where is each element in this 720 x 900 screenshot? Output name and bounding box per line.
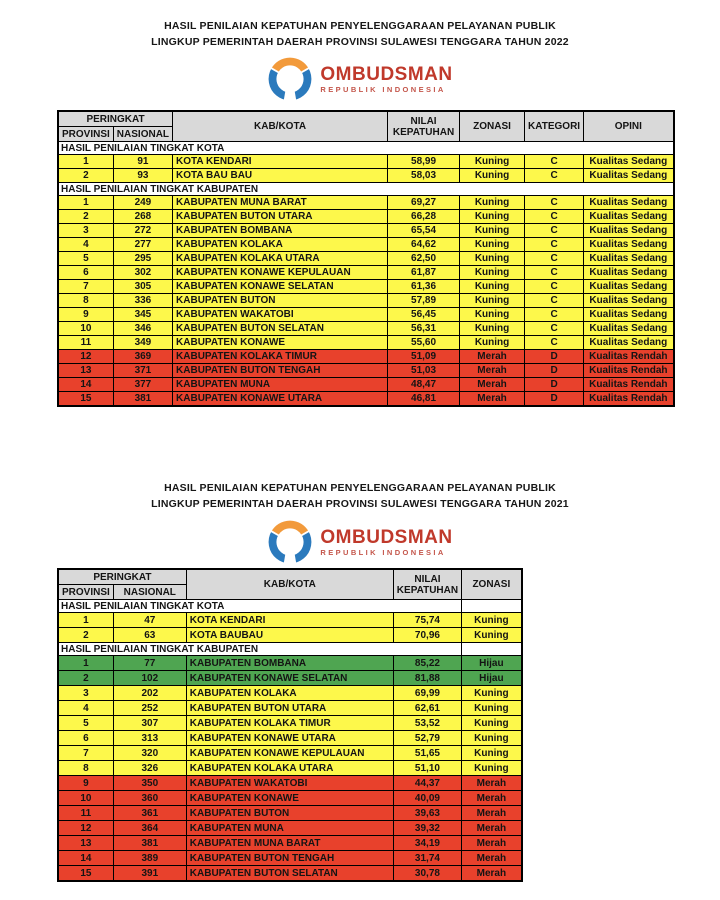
cell: Kuning: [462, 613, 522, 628]
cell-region-name: KABUPATEN MUNA BARAT: [186, 836, 393, 851]
cell: Kualitas Sedang: [584, 196, 674, 210]
group-spacer-cell: [462, 643, 522, 656]
cell: 1: [58, 656, 113, 671]
table-row: [58, 821, 522, 836]
col-header: NILAI KEPATUHAN: [393, 569, 461, 600]
cell: 69,99: [393, 686, 461, 701]
cell: 4: [58, 238, 113, 252]
cell: C: [525, 196, 584, 210]
cell: 3: [58, 686, 113, 701]
cell: Kualitas Sedang: [584, 210, 674, 224]
cell: 364: [113, 821, 186, 836]
cell: 6: [58, 731, 113, 746]
cell: 70,96: [393, 628, 461, 643]
col-header: NILAI KEPATUHAN: [388, 111, 460, 142]
cell: 15: [58, 392, 113, 407]
cell-region-name: KABUPATEN MUNA BARAT: [173, 196, 388, 210]
cell-region-name: KABUPATEN KOLAKA UTARA: [173, 252, 388, 266]
cell-region-name: KABUPATEN KONAWE: [173, 336, 388, 350]
logo-brand-text: OMBUDSMAN: [320, 63, 453, 85]
cell: D: [525, 392, 584, 407]
compliance-table-2021: [57, 568, 523, 882]
cell: 56,31: [388, 322, 460, 336]
col-subheader: NASIONAL: [113, 585, 186, 600]
col-header-peringkat: PERINGKAT: [58, 569, 186, 585]
cell: Kualitas Sedang: [584, 155, 674, 169]
group-header-row: [58, 600, 522, 613]
cell: Kualitas Sedang: [584, 322, 674, 336]
cell: 3: [58, 224, 113, 238]
cell: 63: [113, 628, 186, 643]
cell: Merah: [460, 350, 525, 364]
cell: 320: [113, 746, 186, 761]
cell: 58,99: [388, 155, 460, 169]
cell: C: [525, 266, 584, 280]
cell: 345: [113, 308, 172, 322]
table-row: [58, 731, 522, 746]
col-header: KAB/KOTA: [173, 111, 388, 142]
cell: 53,52: [393, 716, 461, 731]
cell: 381: [113, 392, 172, 407]
cell: C: [525, 336, 584, 350]
cell: 31,74: [393, 851, 461, 866]
cell: 47: [113, 613, 186, 628]
cell-region-name: KABUPATEN BUTON: [186, 806, 393, 821]
report-title-line1-2021: HASIL PENILAIAN KEPATUHAN PENYELENGGARAAN PELAYANAN PUBLIK: [164, 482, 556, 494]
table-row: [58, 322, 674, 336]
cell-region-name: KABUPATEN BUTON TENGAH: [186, 851, 393, 866]
cell: Merah: [462, 866, 522, 882]
cell: C: [525, 169, 584, 183]
cell: 305: [113, 280, 172, 294]
cell: 10: [58, 322, 113, 336]
table-row: [58, 196, 674, 210]
table-row: [58, 364, 674, 378]
cell-region-name: KABUPATEN KOLAKA: [186, 686, 393, 701]
table-row: [58, 671, 522, 686]
cell: 268: [113, 210, 172, 224]
cell: 369: [113, 350, 172, 364]
cell: 62,50: [388, 252, 460, 266]
table-row: [58, 336, 674, 350]
cell: 350: [113, 776, 186, 791]
table-row: [58, 866, 522, 882]
cell: Kualitas Sedang: [584, 336, 674, 350]
group-spacer-cell: [462, 600, 522, 613]
cell: Kuning: [460, 210, 525, 224]
cell: 61,87: [388, 266, 460, 280]
col-subheader: NASIONAL: [113, 127, 172, 142]
cell-region-name: KABUPATEN BUTON UTARA: [173, 210, 388, 224]
col-header: KATEGORI: [525, 111, 584, 142]
cell: 381: [113, 836, 186, 851]
cell: Kuning: [460, 169, 525, 183]
cell: C: [525, 252, 584, 266]
cell: 62,61: [393, 701, 461, 716]
cell: 15: [58, 866, 113, 882]
cell: Kuning: [460, 252, 525, 266]
cell: 51,10: [393, 761, 461, 776]
cell: 51,09: [388, 350, 460, 364]
cell: 44,37: [393, 776, 461, 791]
cell: Kuning: [462, 746, 522, 761]
cell: Merah: [460, 364, 525, 378]
report-title-line2-2022: LINGKUP PEMERINTAH DAERAH PROVINSI SULAWESI TENGGARA TAHUN 2022: [151, 36, 569, 48]
cell-region-name: KABUPATEN MUNA: [173, 378, 388, 392]
cell: 389: [113, 851, 186, 866]
cell: 69,27: [388, 196, 460, 210]
group-header-row: [58, 643, 522, 656]
cell-region-name: KABUPATEN BUTON SELATAN: [173, 322, 388, 336]
cell: Kualitas Sedang: [584, 252, 674, 266]
cell: Merah: [462, 821, 522, 836]
table-row: [58, 392, 674, 407]
cell: 65,54: [388, 224, 460, 238]
cell: 51,65: [393, 746, 461, 761]
cell-region-name: KABUPATEN KOLAKA: [173, 238, 388, 252]
table-row: [58, 266, 674, 280]
cell: 57,89: [388, 294, 460, 308]
cell: Kuning: [462, 731, 522, 746]
cell: 12: [58, 350, 113, 364]
table-row: [58, 791, 522, 806]
report-title-line2-2021: LINGKUP PEMERINTAH DAERAH PROVINSI SULAWESI TENGGARA TAHUN 2021: [151, 498, 569, 510]
cell: 93: [113, 169, 172, 183]
cell-region-name: KABUPATEN BUTON TENGAH: [173, 364, 388, 378]
cell: Merah: [462, 851, 522, 866]
cell: 46,81: [388, 392, 460, 407]
cell: Kuning: [460, 155, 525, 169]
cell: 58,03: [388, 169, 460, 183]
col-header: ZONASI: [462, 569, 522, 600]
cell: 91: [113, 155, 172, 169]
cell-region-name: KABUPATEN KONAWE SELATAN: [186, 671, 393, 686]
cell: 61,36: [388, 280, 460, 294]
cell: 51,03: [388, 364, 460, 378]
cell: 55,60: [388, 336, 460, 350]
cell: 2: [58, 628, 113, 643]
col-subheader: PROVINSI: [58, 585, 113, 600]
cell: 9: [58, 308, 113, 322]
table-row: [58, 280, 674, 294]
table-row: [58, 851, 522, 866]
cell: 39,32: [393, 821, 461, 836]
cell: 75,74: [393, 613, 461, 628]
cell-region-name: KABUPATEN KONAWE UTARA: [186, 731, 393, 746]
cell: Kuning: [460, 294, 525, 308]
cell: 295: [113, 252, 172, 266]
cell: 102: [113, 671, 186, 686]
table-row: [58, 776, 522, 791]
col-header: KAB/KOTA: [186, 569, 393, 600]
cell: Kuning: [462, 701, 522, 716]
cell: 10: [58, 791, 113, 806]
cell: 9: [58, 776, 113, 791]
group-label: HASIL PENILAIAN TINGKAT KOTA: [58, 142, 674, 155]
cell: Hijau: [462, 671, 522, 686]
cell: Merah: [462, 836, 522, 851]
cell-region-name: KOTA KENDARI: [186, 613, 393, 628]
table-row: [58, 238, 674, 252]
cell-region-name: KABUPATEN KOLAKA TIMUR: [173, 350, 388, 364]
table-row: [58, 716, 522, 731]
cell: 7: [58, 280, 113, 294]
col-header: OPINI: [584, 111, 674, 142]
cell: 30,78: [393, 866, 461, 882]
cell: 202: [113, 686, 186, 701]
cell: 14: [58, 378, 113, 392]
cell: Kualitas Rendah: [584, 364, 674, 378]
cell: Kualitas Sedang: [584, 308, 674, 322]
cell: Kuning: [462, 628, 522, 643]
cell-region-name: KABUPATEN KONAWE UTARA: [173, 392, 388, 407]
table-row: [58, 628, 522, 643]
cell: 307: [113, 716, 186, 731]
cell: 5: [58, 252, 113, 266]
logo-subtitle-text: REPUBLIK INDONESIA: [320, 84, 446, 94]
col-subheader: PROVINSI: [58, 127, 113, 142]
cell: Kuning: [460, 196, 525, 210]
cell: C: [525, 308, 584, 322]
cell: 77: [113, 656, 186, 671]
table-row: [58, 656, 522, 671]
table-row: [58, 806, 522, 821]
report-title-line1-2022: HASIL PENILAIAN KEPATUHAN PENYELENGGARAAN PELAYANAN PUBLIK: [164, 20, 556, 32]
cell: 64,62: [388, 238, 460, 252]
cell: C: [525, 238, 584, 252]
cell-region-name: KABUPATEN KONAWE: [186, 791, 393, 806]
cell: 277: [113, 238, 172, 252]
cell: C: [525, 322, 584, 336]
cell: 48,47: [388, 378, 460, 392]
cell: Kuning: [460, 280, 525, 294]
cell: 85,22: [393, 656, 461, 671]
cell-region-name: KABUPATEN BUTON: [173, 294, 388, 308]
cell: 2: [58, 210, 113, 224]
cell-region-name: KABUPATEN MUNA: [186, 821, 393, 836]
group-label: HASIL PENILAIAN TINGKAT KABUPATEN: [58, 183, 674, 196]
table-row: [58, 746, 522, 761]
cell: 14: [58, 851, 113, 866]
cell: 272: [113, 224, 172, 238]
col-header-peringkat: PERINGKAT: [58, 111, 173, 127]
cell-region-name: KABUPATEN WAKATOBI: [173, 308, 388, 322]
cell: 39,63: [393, 806, 461, 821]
cell: 4: [58, 701, 113, 716]
cell: D: [525, 364, 584, 378]
cell: 11: [58, 336, 113, 350]
table-row: [58, 252, 674, 266]
ombudsman-icon: [267, 56, 313, 102]
cell: 12: [58, 821, 113, 836]
col-header: ZONASI: [460, 111, 525, 142]
cell: 6: [58, 266, 113, 280]
logo-brand-text: OMBUDSMAN: [320, 526, 453, 548]
cell: Kualitas Rendah: [584, 378, 674, 392]
table-row: [58, 761, 522, 776]
cell-region-name: KABUPATEN WAKATOBI: [186, 776, 393, 791]
cell: 349: [113, 336, 172, 350]
cell: C: [525, 155, 584, 169]
cell: Kuning: [462, 716, 522, 731]
cell: 5: [58, 716, 113, 731]
cell: 40,09: [393, 791, 461, 806]
logo-subtitle-text: REPUBLIK INDONESIA: [320, 547, 446, 557]
cell-region-name: KABUPATEN KOLAKA UTARA: [186, 761, 393, 776]
cell: D: [525, 350, 584, 364]
table-row: [58, 836, 522, 851]
table-row: [58, 210, 674, 224]
compliance-table-2022: [57, 110, 675, 407]
cell: 252: [113, 701, 186, 716]
cell: 13: [58, 364, 113, 378]
group-header-row: [58, 142, 674, 155]
cell: 249: [113, 196, 172, 210]
cell: 34,19: [393, 836, 461, 851]
cell: 361: [113, 806, 186, 821]
cell: 377: [113, 378, 172, 392]
cell-region-name: KOTA BAU BAU: [173, 169, 388, 183]
cell: Kuning: [460, 266, 525, 280]
group-label: HASIL PENILAIAN TINGKAT KOTA: [58, 600, 462, 613]
cell: C: [525, 280, 584, 294]
cell: 1: [58, 155, 113, 169]
group-header-row: [58, 183, 674, 196]
cell: C: [525, 224, 584, 238]
cell-region-name: KABUPATEN KONAWE SELATAN: [173, 280, 388, 294]
table-row: [58, 308, 674, 322]
cell: Merah: [462, 776, 522, 791]
cell-region-name: KOTA KENDARI: [173, 155, 388, 169]
cell: Kualitas Sedang: [584, 238, 674, 252]
cell: 313: [113, 731, 186, 746]
group-label: HASIL PENILAIAN TINGKAT KABUPATEN: [58, 643, 462, 656]
cell: 336: [113, 294, 172, 308]
cell: Kualitas Rendah: [584, 350, 674, 364]
cell: D: [525, 378, 584, 392]
cell: C: [525, 294, 584, 308]
cell: Kualitas Sedang: [584, 294, 674, 308]
cell-region-name: KABUPATEN BOMBANA: [186, 656, 393, 671]
cell: 8: [58, 294, 113, 308]
cell: Merah: [462, 806, 522, 821]
cell: Hijau: [462, 656, 522, 671]
cell: 2: [58, 671, 113, 686]
ombudsman-logo-2021: [0, 519, 720, 565]
cell: 52,79: [393, 731, 461, 746]
cell: Merah: [460, 378, 525, 392]
cell: 1: [58, 613, 113, 628]
cell-region-name: KABUPATEN BOMBANA: [173, 224, 388, 238]
table-row: [58, 378, 674, 392]
cell: Kuning: [462, 761, 522, 776]
table-row: [58, 169, 674, 183]
cell: 326: [113, 761, 186, 776]
cell: Kuning: [462, 686, 522, 701]
cell: Kuning: [460, 336, 525, 350]
cell-region-name: KABUPATEN KONAWE KEPULAUAN: [186, 746, 393, 761]
cell-region-name: KABUPATEN KONAWE KEPULAUAN: [173, 266, 388, 280]
table-row: [58, 686, 522, 701]
cell: 391: [113, 866, 186, 882]
cell: 371: [113, 364, 172, 378]
cell: 302: [113, 266, 172, 280]
cell: 11: [58, 806, 113, 821]
cell: Merah: [462, 791, 522, 806]
cell: 56,45: [388, 308, 460, 322]
table-row: [58, 613, 522, 628]
ombudsman-icon: [267, 519, 313, 565]
cell: 346: [113, 322, 172, 336]
cell: C: [525, 210, 584, 224]
cell: 81,88: [393, 671, 461, 686]
cell-region-name: KOTA BAUBAU: [186, 628, 393, 643]
cell: Kuning: [460, 322, 525, 336]
cell: 13: [58, 836, 113, 851]
cell: 7: [58, 746, 113, 761]
cell: 360: [113, 791, 186, 806]
cell: Kualitas Rendah: [584, 392, 674, 407]
table-row: [58, 350, 674, 364]
cell: Merah: [460, 392, 525, 407]
cell: Kuning: [460, 238, 525, 252]
table-row: [58, 294, 674, 308]
cell: 1: [58, 196, 113, 210]
cell: Kuning: [460, 308, 525, 322]
table-row: [58, 155, 674, 169]
cell: Kuning: [460, 224, 525, 238]
table-row: [58, 224, 674, 238]
ombudsman-logo-2022: [0, 56, 720, 102]
cell: 2: [58, 169, 113, 183]
cell: Kualitas Sedang: [584, 266, 674, 280]
cell: 66,28: [388, 210, 460, 224]
cell-region-name: KABUPATEN BUTON SELATAN: [186, 866, 393, 882]
cell-region-name: KABUPATEN BUTON UTARA: [186, 701, 393, 716]
table-row: [58, 701, 522, 716]
cell: Kualitas Sedang: [584, 224, 674, 238]
cell: 8: [58, 761, 113, 776]
cell: Kualitas Sedang: [584, 280, 674, 294]
cell: Kualitas Sedang: [584, 169, 674, 183]
cell-region-name: KABUPATEN KOLAKA TIMUR: [186, 716, 393, 731]
